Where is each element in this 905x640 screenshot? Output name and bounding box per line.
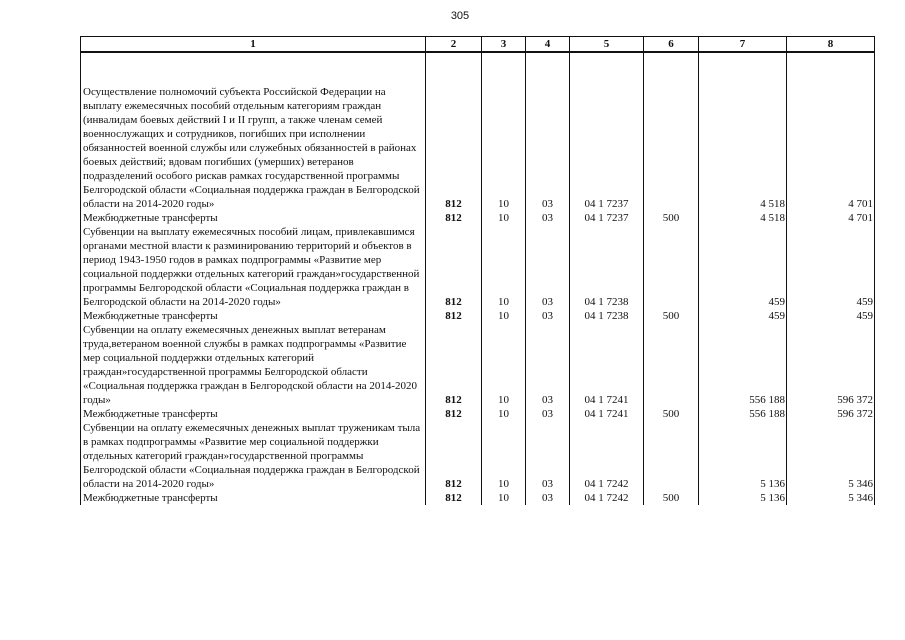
- cell-section: 10: [482, 421, 526, 491]
- column-header-8: 8: [787, 37, 875, 53]
- cell-amount-col8: 459: [787, 309, 875, 323]
- cell-target-article: 04 1 7237: [570, 211, 644, 225]
- cell-expense-type: 500: [644, 211, 699, 225]
- row-name: Межбюджетные трансферты: [81, 491, 426, 505]
- cell-admin-code: 812: [426, 323, 482, 407]
- cell-target-article: 04 1 7242: [570, 491, 644, 505]
- cell-expense-type: 500: [644, 309, 699, 323]
- cell-amount-col7: 5 136: [699, 421, 787, 491]
- column-header-4: 4: [526, 37, 570, 53]
- cell-expense-type: 500: [644, 491, 699, 505]
- cell-admin-code: 812: [426, 491, 482, 505]
- cell-expense-type: [644, 85, 699, 211]
- cell-admin-code: 812: [426, 421, 482, 491]
- cell-target-article: 04 1 7242: [570, 421, 644, 491]
- column-header-3: 3: [482, 37, 526, 53]
- cell-amount-col8: 596 372: [787, 323, 875, 407]
- cell-subsection: 03: [526, 309, 570, 323]
- cell-subsection: 03: [526, 323, 570, 407]
- cell-section: 10: [482, 225, 526, 309]
- cell-amount-col7: 556 188: [699, 407, 787, 421]
- cell-subsection: 03: [526, 225, 570, 309]
- column-header-5: 5: [570, 37, 644, 53]
- cell-section: 10: [482, 85, 526, 211]
- cell-section: 10: [482, 323, 526, 407]
- cell-amount-col8: 5 346: [787, 491, 875, 505]
- row-name: Субвенции на оплату ежемесячных денежных выплат ветеранам труда,ветераном военной службы в рамках подпрограммы «Развитие мер социальной поддержки отдельных категорий граждан»государственной программы Белгородской области «Социальная поддержка граждан в Белгородской области на 2014-2020 годы»: [81, 323, 426, 407]
- table-row: [81, 407, 875, 421]
- cell-amount-col8: 596 372: [787, 407, 875, 421]
- table-row: [81, 85, 875, 211]
- cell-section: 10: [482, 491, 526, 505]
- cell-amount-col7: 5 136: [699, 491, 787, 505]
- row-name: Субвенции на оплату ежемесячных денежных выплат труженикам тыла в рамках подпрограммы «Развитие мер социальной поддержки отдельных категорий граждан»государственной программы Белгородской области «Социальная поддержка граждан в Белгородской области на 2014-2020 годы»: [81, 421, 426, 491]
- table-row: [81, 421, 875, 491]
- cell-subsection: 03: [526, 211, 570, 225]
- row-name: Осуществление полномочий субъекта Российской Федерации на выплату ежемесячных пособий отдельным категориям граждан (инвалидам боевых действий I и II групп, а также членам семей военнослужащих и сотрудников, погибших при исполнении обязанностей военной службы или служебных обязанностей в районах боевых действий; вдовам погибших (умерших) ветеранов подразделений особого рискав рамках государственной программы Белгородской области «Социальная поддержка граждан в Белгородской области на 2014-2020 годы»: [81, 85, 426, 211]
- cell-admin-code: 812: [426, 407, 482, 421]
- table-row: [81, 309, 875, 323]
- row-name: Межбюджетные трансферты: [81, 211, 426, 225]
- cell-amount-col8: 4 701: [787, 211, 875, 225]
- table-row: [81, 225, 875, 309]
- cell-admin-code: 812: [426, 225, 482, 309]
- cell-amount-col7: 4 518: [699, 211, 787, 225]
- cell-amount-col8: 5 346: [787, 421, 875, 491]
- cell-subsection: 03: [526, 85, 570, 211]
- column-header-1: 1: [81, 37, 426, 53]
- table-row: [81, 491, 875, 505]
- cell-subsection: 03: [526, 407, 570, 421]
- cell-expense-type: [644, 323, 699, 407]
- cell-target-article: 04 1 7241: [570, 323, 644, 407]
- cell-amount-col7: 459: [699, 225, 787, 309]
- row-name: Межбюджетные трансферты: [81, 309, 426, 323]
- cell-section: 10: [482, 211, 526, 225]
- cell-section: 10: [482, 309, 526, 323]
- cell-target-article: 04 1 7241: [570, 407, 644, 421]
- cell-admin-code: 812: [426, 85, 482, 211]
- cell-target-article: 04 1 7237: [570, 85, 644, 211]
- cell-admin-code: 812: [426, 309, 482, 323]
- cell-section: 10: [482, 407, 526, 421]
- column-header-6: 6: [644, 37, 699, 53]
- table-header-row: [81, 37, 875, 53]
- table-row: [81, 211, 875, 225]
- budget-table: [80, 36, 875, 505]
- cell-expense-type: [644, 421, 699, 491]
- cell-amount-col7: 4 518: [699, 85, 787, 211]
- cell-expense-type: [644, 225, 699, 309]
- cell-target-article: 04 1 7238: [570, 309, 644, 323]
- cell-amount-col8: 4 701: [787, 85, 875, 211]
- cell-amount-col7: 459: [699, 309, 787, 323]
- page-number: 305: [450, 10, 470, 22]
- column-header-2: 2: [426, 37, 482, 53]
- table-spacer-row: [81, 52, 875, 85]
- table-row: [81, 323, 875, 407]
- cell-expense-type: 500: [644, 407, 699, 421]
- cell-admin-code: 812: [426, 211, 482, 225]
- cell-amount-col8: 459: [787, 225, 875, 309]
- cell-target-article: 04 1 7238: [570, 225, 644, 309]
- row-name: Межбюджетные трансферты: [81, 407, 426, 421]
- cell-subsection: 03: [526, 491, 570, 505]
- cell-subsection: 03: [526, 421, 570, 491]
- row-name: Субвенции на выплату ежемесячных пособий лицам, привлекавшимся органами местной власти к разминированию территорий и объектов в период 1943-1950 годов в рамках подпрограммы «Развитие мер социальной поддержки отдельных категорий граждан»государственной программы Белгородской области «Социальная поддержка граждан в Белгородской области на 2014-2020 годы»: [81, 225, 426, 309]
- column-header-7: 7: [699, 37, 787, 53]
- cell-amount-col7: 556 188: [699, 323, 787, 407]
